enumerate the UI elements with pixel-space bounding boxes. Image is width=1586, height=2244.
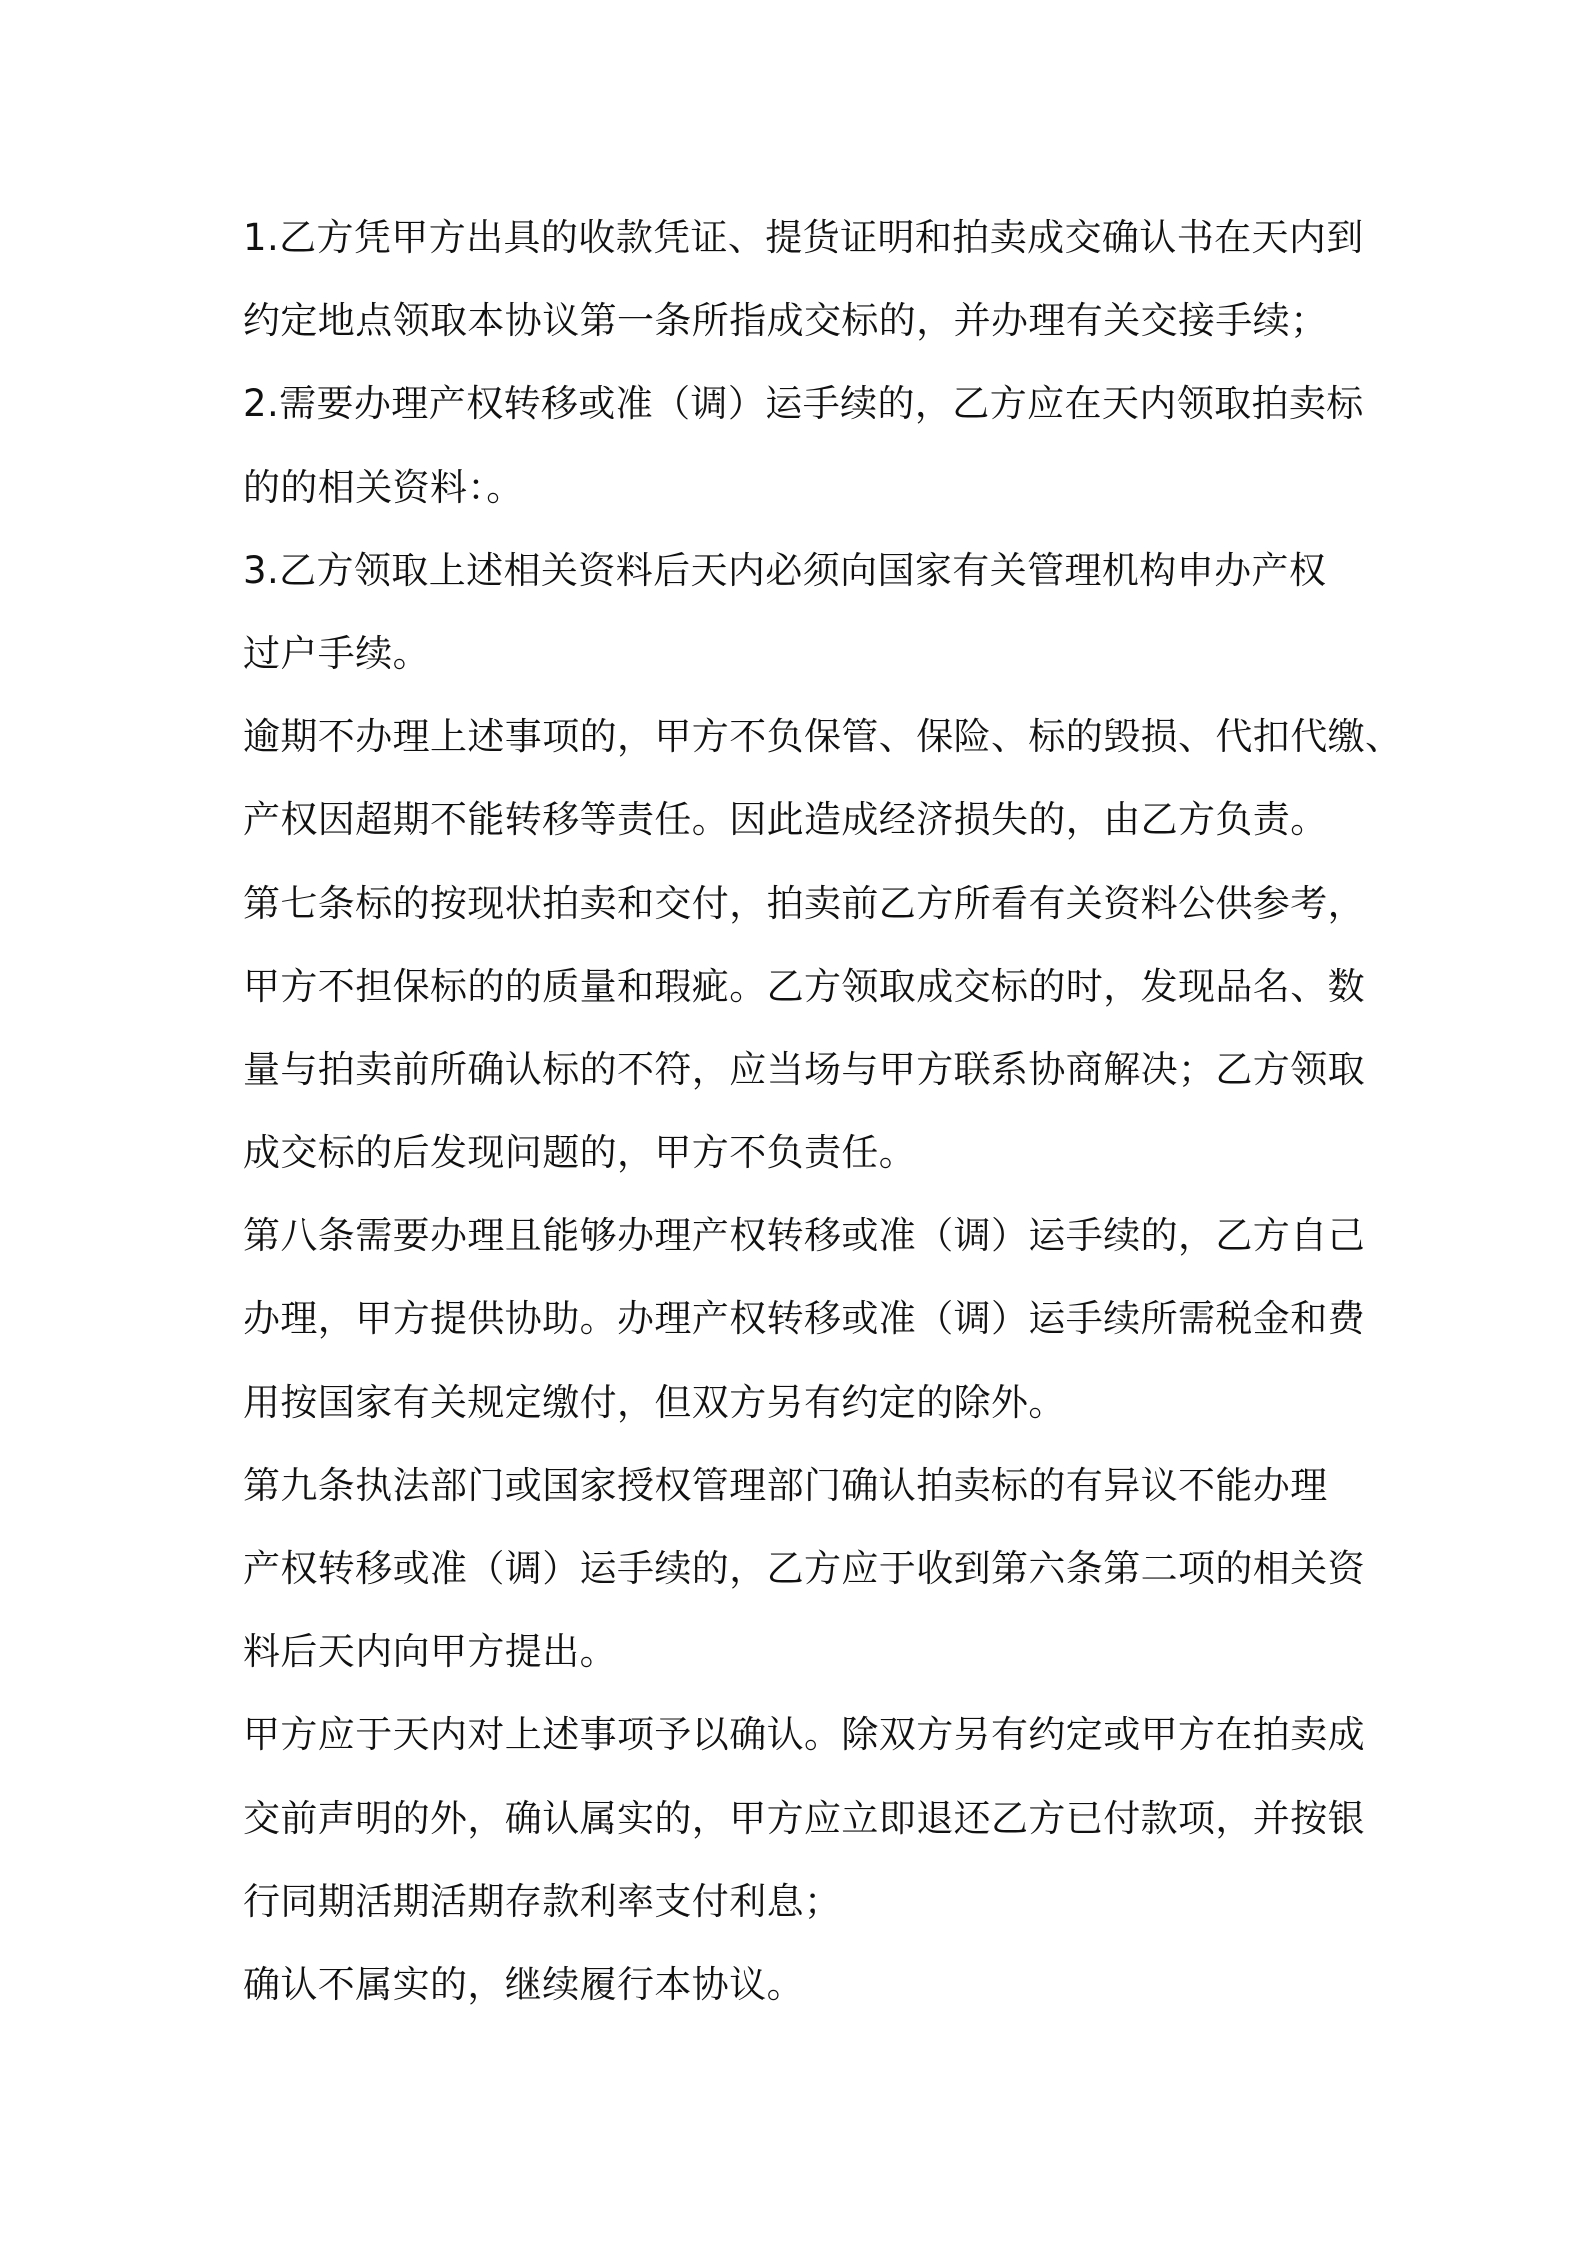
text-line: 产权因超期不能转移等责任。因此造成经济损失的，由乙方负责。 — [243, 798, 1328, 842]
text-line: 1.乙方凭甲方出具的收款凭证、提货证明和拍卖成交确认书在天内到 — [243, 216, 1364, 259]
text-line: 料后天内向甲方提出。 — [243, 1630, 617, 1674]
text-line: 产权转移或准（调）运手续的，乙方应于收到第六条第二项的相关资 — [243, 1547, 1365, 1590]
text-line: 行同期活期活期存款利率支付利息； — [243, 1879, 842, 1923]
text-line: 甲方应于天内对上述事项予以确认。除双方另有约定或甲方在拍卖成 — [243, 1713, 1365, 1757]
text-line: 第七条标的按现状拍卖和交付，拍卖前乙方所看有关资料公供参考， — [243, 881, 1365, 925]
text-line: 用按国家有关规定缴付，但双方另有约定的除外。 — [243, 1380, 1066, 1424]
text-line: 交前声明的外，确认属实的，甲方应立即退还乙方已付款项，并按银 — [243, 1796, 1365, 1840]
text-line: 3.乙方领取上述相关资料后天内必须向国家有关管理机构申办产权 — [243, 548, 1327, 592]
text-line: 甲方不担保标的的质量和瑕疵。乙方领取成交标的时，发现品名、数 — [243, 964, 1365, 1008]
text-line: 确认不属实的，继续履行本协议。 — [243, 1962, 804, 2006]
text-line: 过户手续。 — [243, 631, 430, 675]
text-line: 成交标的后发现问题的，甲方不负责任。 — [243, 1131, 917, 1175]
text-line: 逾期不办理上述事项的，甲方不负保管、保险、标的毁损、代扣代缴、 — [243, 715, 1403, 759]
text-line: 办理，甲方提供协助。办理产权转移或准（调）运手续所需税金和费 — [243, 1297, 1365, 1341]
text-line: 第八条需要办理且能够办理产权转移或准（调）运手续的，乙方自己 — [243, 1214, 1365, 1258]
document-body — [243, 196, 1403, 2026]
text-line: 约定地点领取本协议第一条所指成交标的，并办理有关交接手续； — [243, 299, 1328, 343]
text-line: 第九条执法部门或国家授权管理部门确认拍卖标的有异议不能办理 — [243, 1463, 1328, 1507]
text-line: 量与拍卖前所确认标的不符，应当场与甲方联系协商解决；乙方领取 — [243, 1047, 1365, 1091]
text-line: 2.需要办理产权转移或准（调）运手续的，乙方应在天内领取拍卖标 — [243, 382, 1364, 426]
text-line: 的的相关资料：。 — [243, 465, 524, 509]
